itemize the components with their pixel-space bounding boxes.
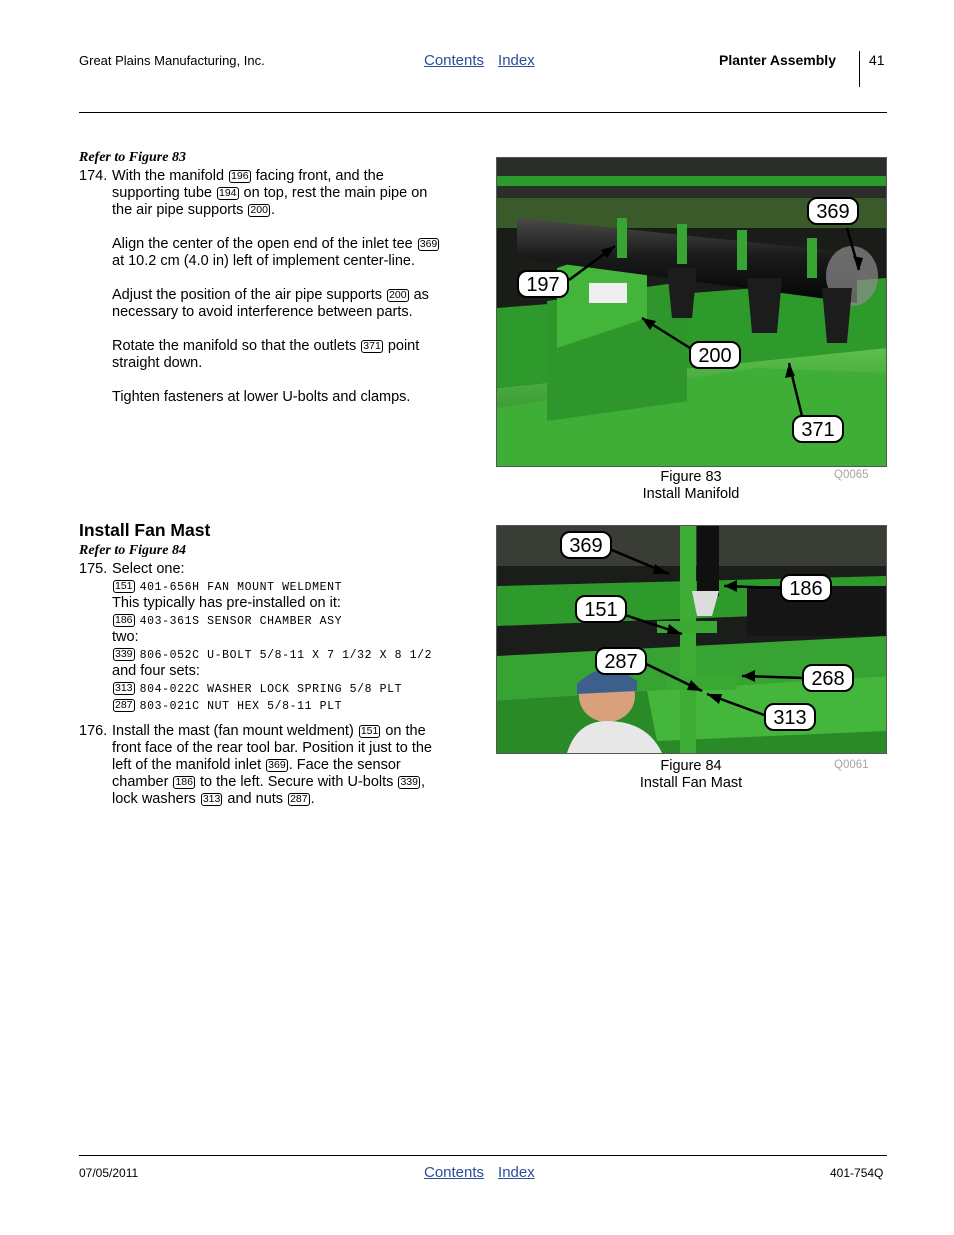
callout-bubble [803, 665, 853, 691]
company-name: Great Plains Manufacturing, Inc. [79, 53, 265, 68]
step-174-para2: Align the center of the open end of the inlet tee 369 at 10.2 cm (4.0 in) left of implement center-line. [112, 236, 438, 269]
header-divider [859, 51, 860, 87]
figure-84-photo [496, 525, 887, 754]
callout-bubble [596, 648, 646, 674]
svg-text:268: 268 [811, 668, 845, 690]
callout-ref: 200 [250, 204, 268, 216]
index-link[interactable]: Index [498, 52, 535, 69]
callout-ref: 186 [175, 776, 193, 788]
svg-text:186: 186 [789, 578, 823, 600]
footer-date: 07/05/2011 [79, 1166, 139, 1180]
step-174-para4: Rotate the manifold so that the outlets 371 point straight down. [112, 338, 420, 371]
svg-text:197: 197 [526, 274, 560, 296]
step-174-para1: With the manifold 196 facing front, and the supporting tube 194 on top, rest the main pipe on the air pipe supports 200 . [112, 168, 428, 218]
callout-ref: 369 [268, 759, 286, 771]
part-line: 313 804-022C WASHER LOCK SPRING 5/8 PLT [115, 682, 403, 696]
callout-ref: 194 [219, 187, 237, 199]
callout-ref: 371 [363, 340, 381, 352]
contents-link[interactable]: Contents [424, 1164, 485, 1181]
footer-rule [79, 1155, 887, 1156]
install-fan-mast-heading: Install Fan Mast [79, 520, 211, 540]
callout-ref: 151 [360, 725, 379, 737]
part-line: 151 401-656H FAN MOUNT WELDMENT [115, 580, 343, 594]
manifold-photo-illustration [497, 158, 886, 466]
step-number: 176. [79, 723, 108, 739]
callout-ref: 287 [290, 793, 308, 805]
callout-bubble [808, 198, 858, 224]
callout-ref: 313 [202, 793, 221, 805]
callout-ref: 287 [115, 699, 133, 711]
part-line: 186 403-361S SENSOR CHAMBER ASY [115, 614, 343, 628]
svg-text:313: 313 [773, 707, 807, 729]
callout-bubble [561, 532, 611, 558]
figure-83-caption: Figure 83 Install Manifold [642, 469, 740, 502]
callout-bubble [793, 416, 843, 442]
callout-bubble [576, 596, 626, 622]
callout-ref: 186 [115, 614, 133, 626]
refer-figure-84: Refer to Figure 84 [79, 543, 186, 558]
callout-ref: 151 [115, 580, 133, 592]
figure-84-caption: Figure 84 Install Fan Mast [639, 758, 743, 791]
callout-bubble [518, 271, 568, 297]
callout-ref: 369 [419, 238, 438, 250]
footer-nav [424, 1164, 549, 1181]
callout-ref: 196 [231, 170, 249, 182]
svg-text:151: 151 [584, 599, 618, 621]
footer-doc-number: 401-754Q [830, 1166, 884, 1180]
step-number: 175. [79, 561, 108, 577]
header-rule [79, 112, 887, 113]
callout-ref: 200 [389, 289, 407, 301]
refer-figure-83: Refer to Figure 83 [79, 150, 186, 165]
step-174-para5: Tighten fasteners at lower U-bolts and clamps. [112, 389, 411, 405]
step-174-para3: Adjust the position of the air pipe supports 200 as necessary to avoid interference between parts. [112, 287, 429, 320]
fan-mast-photo-illustration [497, 526, 886, 753]
step-number: 174. [79, 168, 108, 184]
callout-bubble [765, 704, 815, 730]
section-title: Planter Assembly [719, 52, 836, 68]
svg-text:371: 371 [801, 419, 835, 441]
callout-ref: 313 [115, 682, 133, 694]
contents-link[interactable]: Contents [424, 52, 485, 69]
figure-83-code: Q0065 [834, 469, 869, 481]
svg-text:369: 369 [816, 201, 850, 223]
callout-ref: 339 [400, 776, 418, 788]
header-nav [424, 52, 549, 69]
figure-84-code: Q0061 [834, 759, 869, 771]
page-number: 41 [869, 52, 885, 68]
svg-text:369: 369 [569, 535, 603, 557]
callout-bubble [690, 342, 740, 368]
callout-bubble [781, 575, 831, 601]
callout-ref: 339 [115, 648, 133, 660]
part-line: 287 803-021C NUT HEX 5/8-11 PLT [115, 699, 343, 713]
index-link[interactable]: Index [498, 1164, 535, 1181]
part-line: 339 806-052C U-BOLT 5/8-11 X 7 1/32 X 8 1/2 [115, 648, 433, 662]
svg-text:200: 200 [698, 345, 732, 367]
figure-83-photo [496, 157, 887, 467]
svg-text:287: 287 [604, 651, 638, 673]
